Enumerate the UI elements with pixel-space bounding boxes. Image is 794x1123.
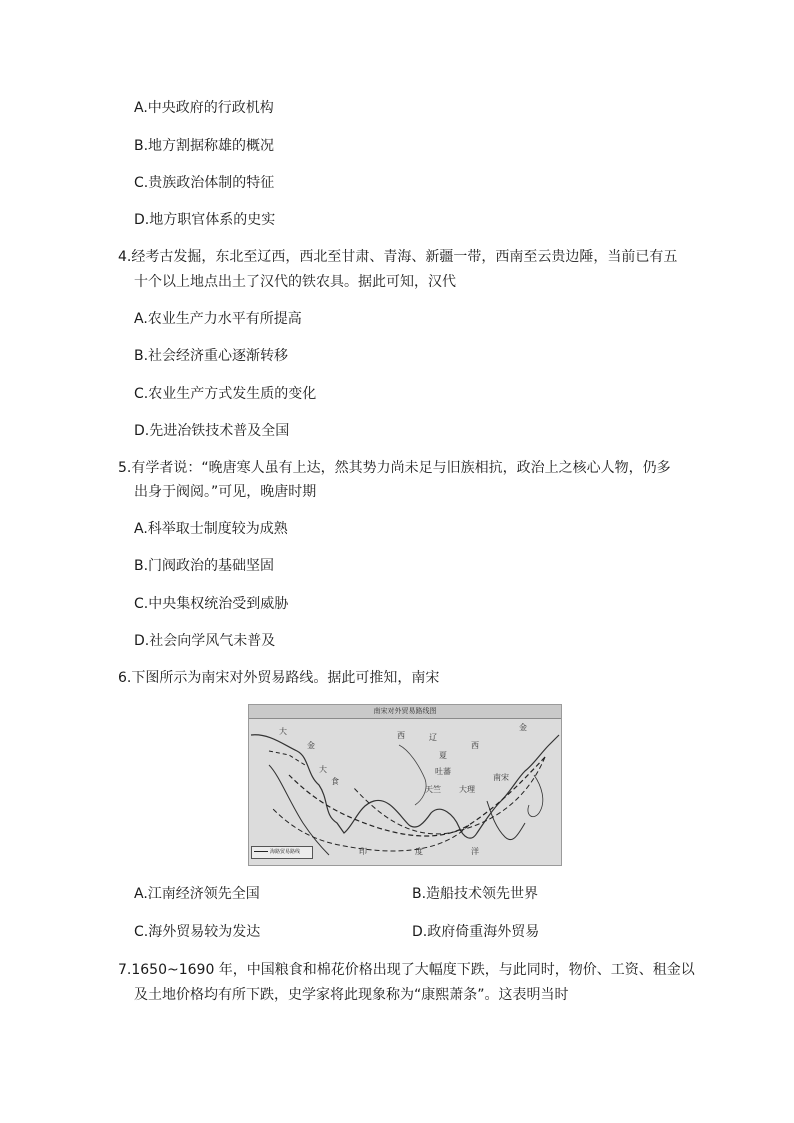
map-label-jin2: 金 <box>519 723 527 732</box>
map-label-xia: 夏 <box>439 751 447 760</box>
map-label-xi1: 西 <box>397 731 405 740</box>
map-label-tianzhu: 天竺 <box>425 785 441 794</box>
trade-route-map <box>248 704 562 866</box>
map-label-da2: 大 <box>319 765 327 774</box>
q3-option-b: B.地方割据称雄的概况 <box>134 138 275 154</box>
q5-option-c: C.中央集权统治受到威胁 <box>134 596 289 612</box>
map-label-shi: 食 <box>331 777 339 786</box>
map-label-liao: 辽 <box>429 733 437 742</box>
q4-stem-line1: 4.经考古发掘，东北至辽西，西北至甘肃、青海、新疆一带，西南至云贵边陲，当前已有五 <box>118 249 678 265</box>
q7-stem-line2: 及土地价格均有所下跌，史学家将此现象称为“康熙萧条”。这表明当时 <box>134 987 569 1003</box>
q6-stem: 6.下图所示为南宋对外贸易路线。据此可推知，南宋 <box>118 670 440 686</box>
q4-option-c: C.农业生产方式发生质的变化 <box>134 386 317 402</box>
q4-option-b: B.社会经济重心逐渐转移 <box>134 348 289 364</box>
q3-option-c: C.贵族政治体制的特征 <box>134 175 275 191</box>
map-label-dali: 大理 <box>459 785 475 794</box>
q5-option-d: D.社会向学风气未普及 <box>134 633 276 649</box>
q5-option-a: A.科举取士制度较为成熟 <box>134 521 288 537</box>
map-label-da1: 大 <box>279 727 287 736</box>
map-title: 南宋对外贸易路线图 <box>249 705 561 719</box>
map-label-xi2: 西 <box>471 741 479 750</box>
q4-option-a: A.农业生产力水平有所提高 <box>134 311 302 327</box>
q7-stem-line1: 7.1650~1690 年，中国粮食和棉花价格出现了大幅度下跌，与此同时，物价、工资、租金以 <box>118 962 695 978</box>
map-label-yang: 洋 <box>471 847 479 856</box>
map-drawing <box>249 705 561 865</box>
map-label-du: 度 <box>415 847 423 856</box>
q4-stem-line2: 十个以上地点出土了汉代的铁农具。据此可知，汉代 <box>134 274 456 290</box>
q6-option-a: A.江南经济领先全国 <box>134 886 260 902</box>
q4-option-d: D.先进冶铁技术普及全国 <box>134 423 290 439</box>
map-label-jin1: 金 <box>307 741 315 750</box>
legend-line-icon <box>254 851 268 852</box>
q3-option-a: A.中央政府的行政机构 <box>134 100 274 116</box>
map-legend <box>251 846 313 859</box>
q3-option-d: D.地方职官体系的史实 <box>134 212 276 228</box>
q5-option-b: B.门阀政治的基础坚固 <box>134 558 275 574</box>
map-label-yin: 印 <box>359 847 367 856</box>
map-label-nansong: 南宋 <box>493 773 509 782</box>
map-label-tubo: 吐蕃 <box>435 767 451 776</box>
q6-option-b: B.造船技术领先世界 <box>412 886 539 902</box>
q5-stem-line2: 出身于阀阅。”可见，晚唐时期 <box>134 484 317 500</box>
q6-option-d: D.政府倚重海外贸易 <box>412 924 540 940</box>
map-legend-label: 海路贸易路线 <box>270 849 301 855</box>
q6-option-c: C.海外贸易较为发达 <box>134 924 261 940</box>
q5-stem-line1: 5.有学者说：“晚唐寒人虽有上达，然其势力尚未足与旧族相抗，政治上之核心人物，仍多 <box>118 460 671 476</box>
